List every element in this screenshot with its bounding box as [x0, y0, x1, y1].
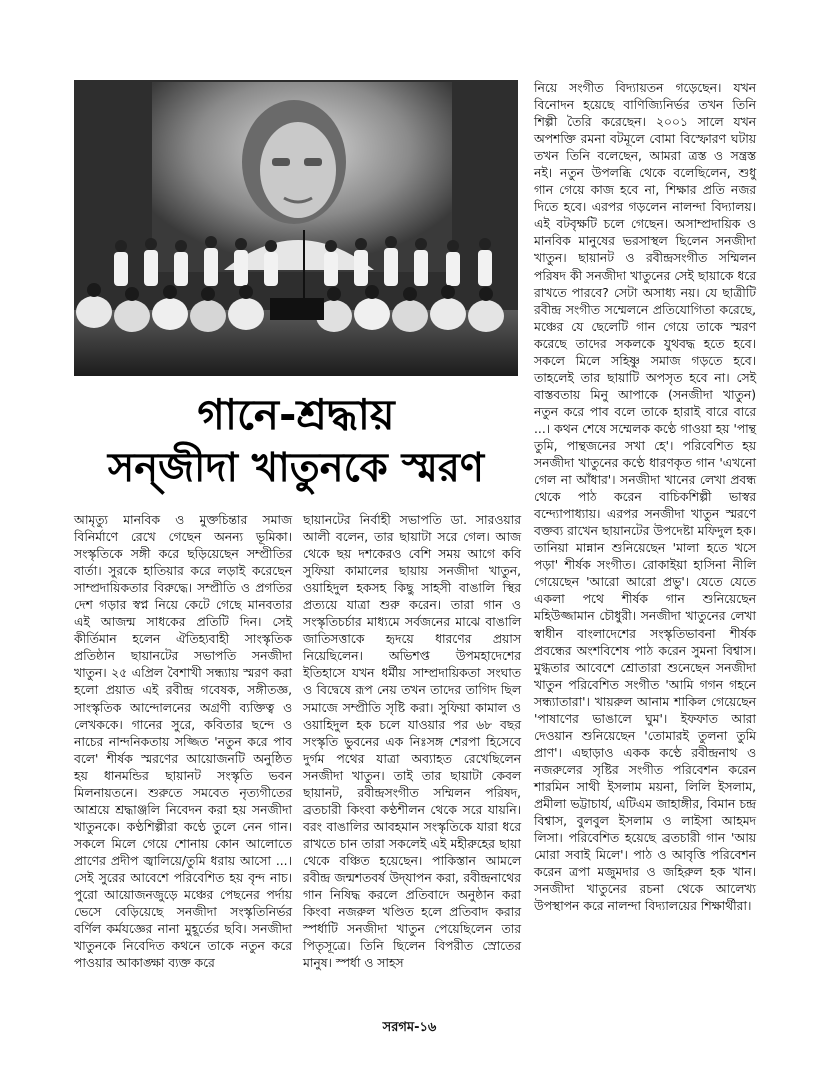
- article-column-2: [303, 512, 521, 972]
- article-headline: [74, 392, 518, 490]
- column-2-text: ছায়ানটের নির্বাহী সভাপতি ডা. সারওয়ার আলী বলেন, তার ছায়াটা সরে গেল। আজ থেকে ছয় দশকেরও বেশি সময় আগে কবি সুফিয়া কামালের ছায়ায় সনজীদা খাতুন, ওয়াহিদুল হকসহ কিছু সাহসী বাঙালি স্থির প্রত্যয়ে যাত্রা শুরু করেন। তারা গান ও সংস্কৃতিচর্চার মাধ্যমে সর্বজনের মাঝে বাঙালি জাতিসত্তাকে হৃদয়ে ধারণের প্রয়াস নিয়েছিলেন। অভিশপ্ত উপমহাদেশের ইতিহাসে যখন ধর্মীয় সাম্প্রদায়িকতা সংঘাত ও বিদ্বেষে রূপ নেয় তখন তাদের তাগিদ ছিল সমাজে সম্প্রীতি সৃষ্টি করা। সুফিয়া কামাল ও ওয়াহিদুল হক চলে যাওয়ার পর ৬৮ বছর সংস্কৃতি ভুবনের এক নিঃসঙ্গ শেরপা হিসেবে দুর্গম পথের যাত্রা অব্যাহত রেখেছিলেন সনজীদা খাতুন। তাই তার ছায়াটা কেবল ছায়ানট, রবীন্দ্রসংগীত সম্মিলন পরিষদ, ব্রতচারী কিংবা কণ্ঠশীলন থেকে সরে যায়নি। বরং বাঙালির আবহমান সংস্কৃতিকে যারা ধরে রাখতে চান তারা সকলেই এই মহীরুহের ছায়া থেকে বঞ্চিত হয়েছেন। পাকিস্তান আমলে রবীন্দ্র জন্মশতবর্ষ উদ্‌যাপন করা, রবীন্দ্রনাথের গান নিষিদ্ধ করলে প্রতিবাদে অনুষ্ঠান করা কিংবা নজরুল খণ্ডিত হলে প্রতিবাদ করার স্পর্ধাটি সনজীদা খাতুন পেয়েছিলেন তার পিতৃসূত্রে। তিনি ছিলেন বিপরীত স্রোতের মানুষ। স্পর্ধা ও সাহস: [303, 513, 521, 971]
- page-footer: সরগম-১৬: [382, 1020, 437, 1035]
- article-column-3: [534, 80, 756, 915]
- headline-line-1: গানে-শ্রদ্ধায়: [197, 390, 395, 439]
- column-1-text: আমৃত্যু মানবিক ও মুক্তচিন্তার সমাজ বিনির্মাণে রেখে গেছেন অনন্য ভূমিকা। সংস্কৃতিকে সঙ্গী করে ছড়িয়েছেন সম্প্রীতির বার্তা। সুরকে হাতিয়ার করে লড়াই করেছেন সাম্প্রদায়িকতার বিরুদ্ধে। সম্প্রীতি ও প্রগতির দেশ গড়ার স্বপ্ন নিয়ে কেটে গেছে মানবতার এই আজন্ম সাধকের প্রতিটি দিন। সেই কীর্তিমান হলেন ঐতিহ্যবাহী সাংস্কৃতিক প্রতিষ্ঠান ছায়ানটের সভাপতি সনজীদা খাতুন। ২৫ এপ্রিল বৈশাখী সন্ধ্যায় স্মরণ করা হলো প্রয়াত এই রবীন্দ্র গবেষক, সঙ্গীতজ্ঞ, সাংস্কৃতিক আন্দোলনের অগ্রণী ব্যক্তিত্ব ও লেখককে। গানের সুরে, কবিতার ছন্দে ও নাচের নান্দনিকতায় সজ্জিত 'নতুন করে পাব বলে' শীর্ষক স্মরণের আয়োজনটি অনুষ্ঠিত হয় ধানমন্ডির ছায়ানট সংস্কৃতি ভবন মিলনায়তনে। শুরুতে সমবেত নৃত্যগীতের আশ্রয়ে শ্রদ্ধাঞ্জলি নিবেদন করা হয় সনজীদা খাতুনকে। কণ্ঠশিল্পীরা কণ্ঠে তুলে নেন গান। সকলে মিলে গেয়ে শোনায় কোন আলোতে প্রাণের প্রদীপ জ্বালিয়ে/তুমি ধরায় আসো ...। সেই সুরের আবেশে পরিবেশিত হয় বৃন্দ নাচ। পুরো আয়োজনজুড়ে মঞ্চের পেছনের পর্দায় ভেসে বেড়িয়েছে সনজীদা সংস্কৃতিনির্ভর বর্ণিল কর্মযজ্ঞের নানা মুহূর্তের ছবি। সনজীদা খাতুনকে নিবেদিত কথনে তাকে নতুন করে পাওয়ার আকাঙ্ক্ষা ব্যক্ত করে: [74, 513, 292, 971]
- photo-illustration: [74, 80, 518, 376]
- column-3-text: নিয়ে সংগীত বিদ্যায়তন গড়েছেন। যখন বিনোদন হয়েছে বাণিজ্যিনির্ভর তখন তিনি শিল্পী তৈরি করেছেন। ২০০১ সালে যখন অপশক্তি রমনা বটমূলে বোমা বিস্ফোরণ ঘটায় তখন তিনি বলেছেন, আমরা ত্রস্ত ও সন্ত্রস্ত নই। নতুন উপলব্ধি থেকে বলেছিলেন, শুধু গান গেয়ে কাজ হবে না, শিক্ষার প্রতি নজর দিতে হবে। এরপর গড়লেন নালন্দা বিদ্যালয়। এই বটবৃক্ষটি চলে গেছেন। অসাম্প্রদায়িক ও মানবিক মানুষের ভরসাস্থল ছিলেন সনজীদা খাতুন। ছায়ানট ও রবীন্দ্রসংগীত সম্মিলন পরিষদ কী সনজীদা খাতুনের সেই ছায়াকে ধরে রাখতে পারবে? সেটা অসাধ্য নয়। যে ছাত্রীটি রবীন্দ্র সংগীত সম্মেলনে প্রতিযোগিতা করেছে, মঞ্চের যে ছেলেটি গান গেয়ে তাকে স্মরণ করেছে তাদের সকলকে যুথবদ্ধ হতে হবে। সকলে মিলে সহিষ্ণু সমাজ গড়তে হবে। তাহলেই তার ছায়াটি অপসৃত হবে না। সেই বাস্তবতায় মিনু আপাকে (সনজীদা খাতুন) নতুন করে পাব বলে তাকে হারাই বারে বারে ...। কথন শেষে সম্মেলক কণ্ঠে গাওয়া হয় 'পান্থ তুমি, পান্থজনের সখা হে'। পরিবেশিত হয় সনজীদা খাতুনের কণ্ঠে ধারণকৃত গান 'এখনো গেল না আঁধার'। সনজীদা খানের লেখা প্রবন্ধ থেকে পাঠ করেন বাচিকশিল্পী ভাস্বর বন্দ্যোপাধ্যায়। এরপর সনজীদা খাতুন স্মরণে বক্তব্য রাখেন ছায়ানটের উপদেষ্টা মফিদুল হক। তানিয়া মান্নান শুনিয়েছেন 'মালা হতে খসে পড়া' শীর্ষক সংগীত। রোকাইয়া হাসিনা নীলি গেয়েছেন 'আরো আরো প্রভু'। যেতে যেতে একলা পথে শীর্ষক গান শুনিয়েছেন মহিউজ্জামান চৌধুরী। সনজীদা খাতুনের লেখা স্বাধীন বাংলাদেশের সংস্কৃতিভাবনা শীর্ষক প্রবন্ধের অংশবিশেষ পাঠ করেন সুমনা বিশ্বাস। মুগ্ধতার আবেশে শ্রোতারা শুনেছেন সনজীদা খাতুন পরিবেশিত সংগীত 'আমি গগন গহনে সন্ধ্যাতারা'। খায়রুল আনাম শাকিল গেয়েছেন 'পাষাণের ভাঙালে ঘুম'। ইফফাত আরা দেওয়ান শুনিয়েছেন 'তোমারই তুলনা তুমি প্রাণ'। এছাড়াও একক কণ্ঠে রবীন্দ্রনাথ ও নজরুলের সৃষ্টির সংগীত পরিবেশন করেন শারমিন সাথী ইসলাম ময়না, লিলি ইসলাম, প্রমীলা ভট্টাচার্য, এটিএম জাহাঙ্গীর, বিমান চন্দ্র বিশ্বাস, বুলবুল ইসলাম ও লাইসা আহমদ লিসা। পরিবেশিত হয়েছে ব্রতচারী গান 'আয় মোরা সবাই মিলে'। পাঠ ও আবৃত্তি পরিবেশন করেন ত্রপা মজুমদার ও জহিরুল হক খান। সনজীদা খাতুনের রচনা থেকে আলেখ্য উপস্থাপন করে নালন্দা বিদ্যালয়ের শিক্ষার্থীরা।: [534, 81, 756, 914]
- stage-performance-photo: [74, 80, 518, 376]
- article-column-1: [74, 512, 292, 972]
- headline-line-2: সন্‌জীদা খাতুনকে স্মরণ: [107, 445, 485, 492]
- harmonium: [270, 298, 324, 320]
